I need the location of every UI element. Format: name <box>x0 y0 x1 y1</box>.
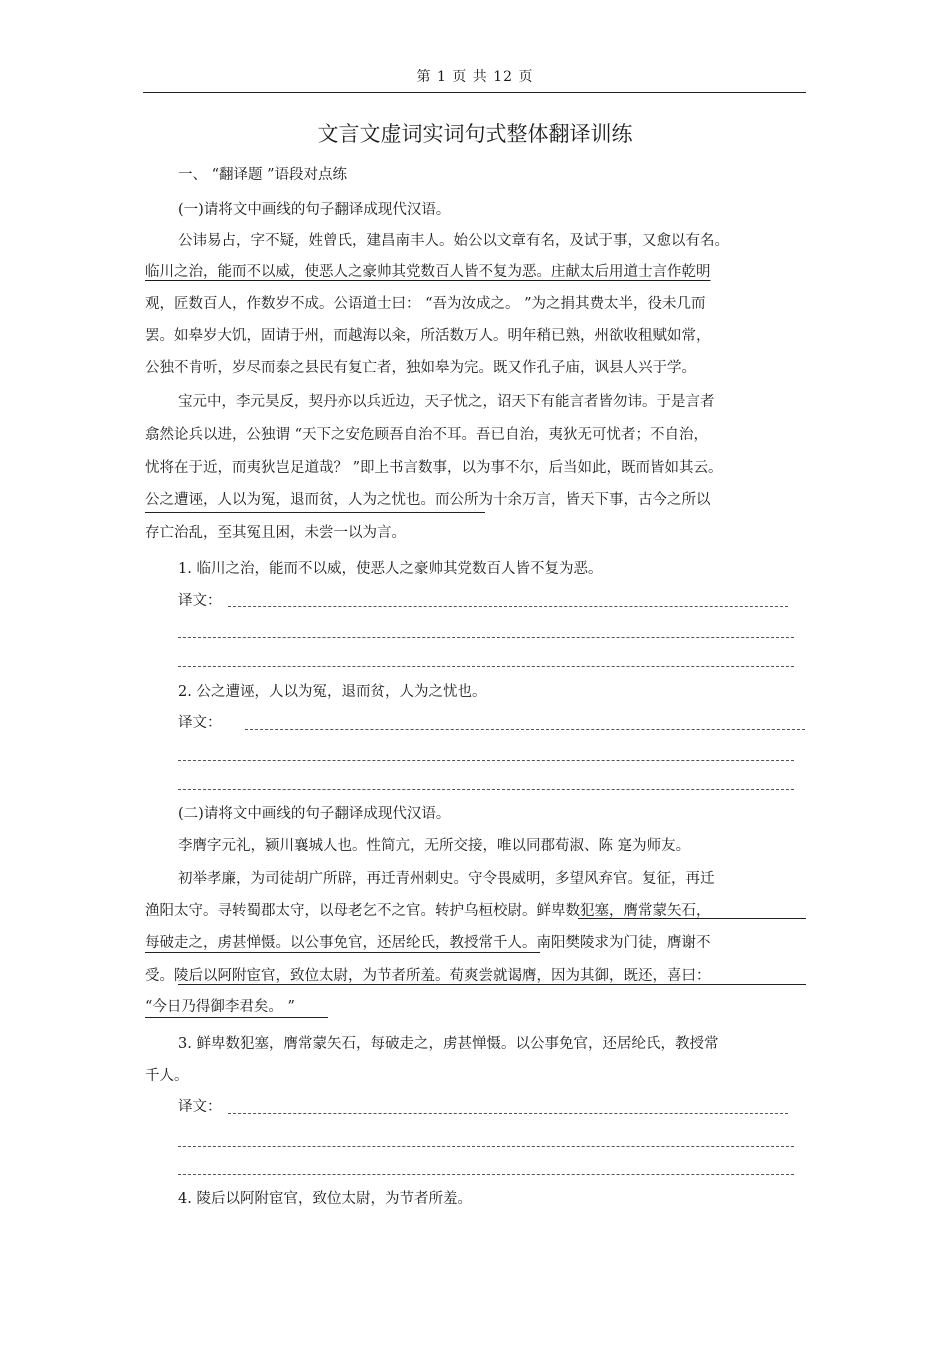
page-header: 第 1 页 共 12 页 <box>416 69 534 85</box>
answer-line[interactable] <box>178 789 794 790</box>
question-3: 3. 鲜卑数犯塞，膺常蒙矢石，每破走之，虏甚惮慑。以公事免官，还居纶氏，教授常 <box>178 1036 719 1052</box>
passage2-line: 渔阳太守。寻转蜀郡太守，以母老乞不之官。转护乌桓校尉。鲜卑数犯塞，膺常蒙矢石， <box>145 903 711 919</box>
underline-rule <box>145 512 485 513</box>
header-rule <box>143 92 806 93</box>
section-heading: 一、 “翻译题 ”语段对点练 <box>178 167 348 183</box>
part1-instruction: (一)请将文中画线的句子翻译成现代汉语。 <box>178 202 451 218</box>
answer-line[interactable] <box>178 760 794 761</box>
question-3-cont: 千人。 <box>145 1068 189 1084</box>
answer-line[interactable] <box>178 666 794 667</box>
passage1-line: 罢。如皋岁大饥，固请于州，而越海以籴，所活数万人。明年稍已熟，州欲收租赋如常， <box>145 328 711 344</box>
passage1-line: 观，匠数百人，作数岁不成。公语道士曰： “吾为汝成之。 ”为之捐其费太半，役未几而 <box>145 296 706 312</box>
passage1-line: 临川之治，能而不以威，使恶人之豪帅其党数百人皆不复为恶。庄献太后用道士言作乾明 <box>145 264 711 280</box>
passage1-line: 存亡治乱，至其冤且困，未尝一以为言。 <box>145 525 406 541</box>
answer-label: 译文： <box>178 715 222 731</box>
passage1-line: 公独不肯听，岁尽而泰之县民有复亡者，独如皋为完。既又作孔子庙，讽县人兴于学。 <box>145 360 696 376</box>
answer-label: 译文： <box>178 593 222 609</box>
passage1-line: 忧将在于近，而夷狄岂足道哉？ ”即上书言数事，以为事不尔，后当如此，既而皆如其云。 <box>145 460 723 476</box>
passage1-line: 公讳易占，字不疑，姓曾氏，建昌南丰人。始公以文章有名，及试于事，又愈以有名。 <box>178 233 729 249</box>
underline-rule <box>145 1017 328 1018</box>
underline-rule <box>578 918 806 919</box>
part2-instruction: (二)请将文中画线的句子翻译成现代汉语。 <box>178 806 451 822</box>
passage2-line: 李膺字元礼，颍川襄城人也。性简亢，无所交接，唯以同郡荀淑、陈 寔为师友。 <box>178 838 691 854</box>
passage2-line: 初举孝廉，为司徒胡广所辟，再迁青州刺史。守令畏威明，多望风弃官。复征，再迁 <box>178 871 715 887</box>
underline-rule <box>145 952 540 953</box>
underline-rule <box>178 984 806 985</box>
answer-line[interactable] <box>228 606 788 607</box>
passage2-line: 每破走之，虏甚惮慑。以公事免官，还居纶氏，教授常千人。南阳樊陵求为门徒，膺谢不 <box>145 935 711 951</box>
passage1-line: 公之遭诬，人以为冤，退而贫，人为之忧也。而公所为十余万言，皆天下事，古今之所以 <box>145 492 711 508</box>
passage2-line: 受。陵后以阿附宦官，致位太尉，为节者所羞。荀爽尝就谒膺，因为其御，既还，喜曰： <box>145 968 711 984</box>
answer-line[interactable] <box>228 1113 788 1114</box>
answer-line[interactable] <box>178 1174 794 1175</box>
answer-line[interactable] <box>245 729 805 730</box>
document-title: 文言文虚词实词句式整体翻译训练 <box>317 122 633 146</box>
passage1-line: 宝元中，李元昊反，契丹亦以兵近边，天子忧之，诏天下有能言者皆勿讳。于是言者 <box>178 394 715 410</box>
answer-label: 译文： <box>178 1099 222 1115</box>
passage2-line: “今日乃得御李君矣。 ” <box>145 999 295 1015</box>
question-4: 4. 陵后以阿附宦官，致位太尉，为节者所羞。 <box>178 1191 472 1207</box>
answer-line[interactable] <box>178 637 794 638</box>
answer-line[interactable] <box>178 1146 794 1147</box>
question-2: 2. 公之遭诬，人以为冤，退而贫，人为之忧也。 <box>178 684 487 700</box>
passage1-line: 翕然论兵以进，公独谓 “天下之安危顾吾自治不耳。吾已自治，夷狄无可忧者；不自治， <box>145 427 709 443</box>
question-1: 1. 临川之治，能而不以威，使恶人之豪帅其党数百人皆不复为恶。 <box>178 561 603 577</box>
